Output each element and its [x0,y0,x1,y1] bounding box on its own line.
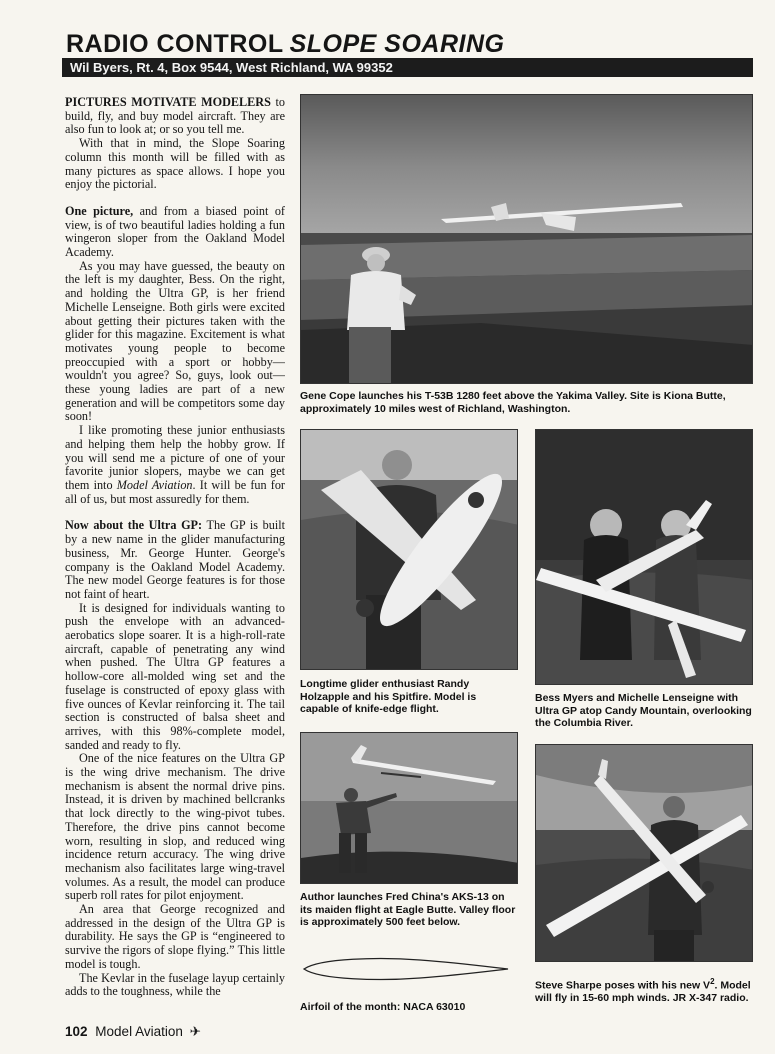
paragraph-1 [65,96,285,137]
paragraph-1-lead: PICTURES MOTIVATE MODELERS [65,96,271,109]
photo-bess-and-michelle-image [536,430,753,685]
paragraph-6-lead: Now about the Ultra GP: [65,518,203,533]
paragraph-3 [65,205,285,260]
caption-bottom-right-photo [535,976,753,1005]
article-column [65,96,285,1016]
photo-author-launch-image [301,733,518,884]
paragraph-5 [65,424,285,506]
caption-bottom-left-photo: Author launches Fred China's AKS-13 on its maiden flight at Eagle Butte. Valley floor is approximately 500 feet below. [300,891,516,929]
caption-bottom-right-text-b: . Model will fly in 15-60 mph winds. JR X-347 radio. [535,979,751,1005]
caption-mid-left-photo: Longtime glider enthusiast Randy Holzapple and his Spitfire. Model is capable of knife-edge flight. [300,678,477,716]
caption-bottom-right-superscript: 2 [710,977,715,986]
photo-randy-holzapple-image [301,430,518,670]
photo-bess-and-michelle [535,429,753,685]
author-byline: Wil Byers, Rt. 4, Box 9544, West Richland, WA 99352 [62,58,753,77]
airfoil-naca-63010-drawing [300,952,512,986]
column-title [66,30,766,58]
caption-mid-right-photo: Bess Myers and Michelle Lenseigne with Ultra GP atop Candy Mountain, overlooking the Columbia River. [535,692,752,730]
paragraph-4: As you may have guessed, the beauty on the left is my daughter, Bess. On the right, and holding the Ultra GP, is her friend Michelle Lenseigne. Both girls were excited about getting their pictures taken with the glider for this magazine. Excitement is what motivates young people to become preoccupied with a sport or hobby—wouldn't you agree? So, guys, look out—these young ladies are part of a new generation and will be competitors some day soon! [65,258,285,424]
page-number: 102 [65,1024,88,1039]
paragraph-1-text: to build, fly, and buy model aircraft. They are also fun to look at; or so you tell me. [65,96,285,137]
title-slope-soaring: SLOPE SOARING [289,30,505,58]
photo-author-launch [300,732,518,884]
caption-top-photo: Gene Cope launches his T-53B 1280 feet above the Yakima Valley. Site is Kiona Butte, approximately 10 miles west of Richland, Washington. [300,390,726,415]
paragraph-5-text-a: I like promoting these junior enthusiasts and helping them help the hobby grow. If you will send me a picture of one of your favorite junior slopers, maybe we can get them into [65,423,285,492]
photo-gene-cope-image [301,95,753,384]
paragraph-2: With that in mind, the Slope Soaring column this month will be filled with as many pictures as space allows. I hope you enjoy the pictorial. [65,136,285,192]
photo-steve-sharpe-image [536,745,753,962]
paragraph-5-italic: Model Aviation [116,477,193,492]
caption-airfoil: Airfoil of the month: NACA 63010 [300,1001,466,1013]
paragraph-7: It is designed for individuals wanting to push the envelope with an advanced-aerobatics slope soarer. It is a high-roll-rate aircraft, capable of penetrating any wind when pushed. The Ultra GP features a hollow-core all-molded wing set and the fuselage is constructed of epoxy glass with five ounces of Kevlar reinforcing it. The tail section is constructed of balsa sheet and arrives, with this 98%-complete model, sanded and ready to fly. [65,600,285,752]
paragraph-10: The Kevlar in the fuselage layup certainly adds to the toughness, while the [65,970,285,999]
paragraph-5-text-b: . It will be fun for all of us, but most assuredly for them. [65,477,285,506]
photo-steve-sharpe [535,744,753,962]
page-footer [65,1022,201,1042]
paragraph-6 [65,519,285,601]
paragraph-3-text: and from a biased point of view, is of two beautiful ladies holding a fun wingeron sloper from the Oakland Model Academy. [65,203,285,260]
paragraph-3-lead: One picture, [65,203,134,218]
paragraph-8: One of the nice features on the Ultra GP is the wing drive mechanism. The drive mechanism is absent the normal drive pins. Instead, it is driven by machined bellcranks that lock directly to the wing-pivot tubes. Therefore, the drive pins cannot become worn, resulting in slop, and reduced wing incidence return accuracy. The wing drive mechanism also facilitates large wing-travel volumes. As a result, the model can produce superb roll rates for pilot enjoyment. [65,751,285,903]
paragraph-9: An area that George recognized and addressed in the design of the Ultra GP is durability. He says the GP is “engineered to survive the rigors of slope flying.” This little model is tough. [65,902,285,971]
caption-bottom-right-text-a: Steve Sharpe poses with his new V [535,979,711,992]
title-radio-control: RADIO CONTROL [66,30,284,58]
photo-gene-cope-launch [300,94,753,384]
magazine-name: Model Aviation [95,1024,183,1039]
photo-randy-holzapple [300,429,518,670]
airplane-icon: ✈ [189,1024,201,1039]
paragraph-6-text: The GP is built by a new name in the glider manufacturing business, Mr. George Hunter. George's company is the Oakland Model Academy. The new model George features is for those not faint of heart. [65,518,285,601]
